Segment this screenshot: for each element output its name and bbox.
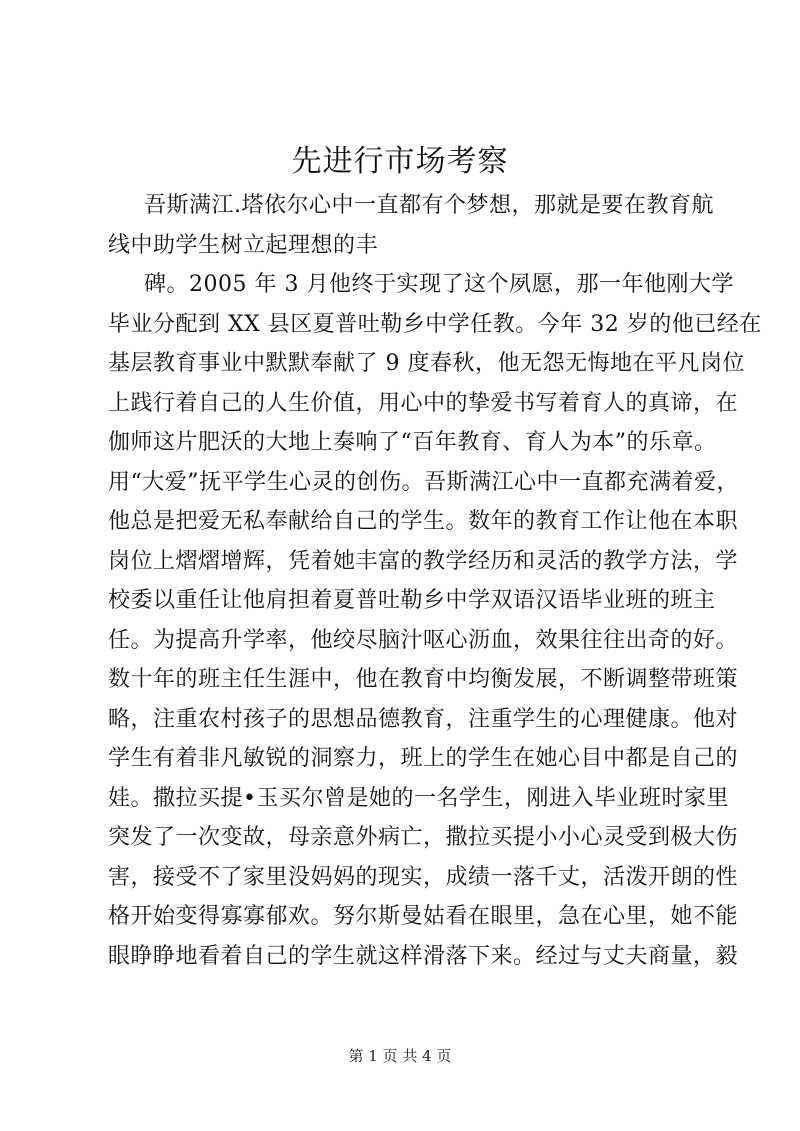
text-line: 任。为提高升学率，他绞尽脑汁呕心沥血，效果往往出奇的好。 bbox=[108, 627, 739, 653]
text-line: 上践行着自己的人生价值，用心中的挚爱书写着育人的真谛，在 bbox=[108, 390, 739, 416]
text-line: 岗位上熠熠增辉，凭着她丰富的教学经历和灵活的教学方法，学 bbox=[108, 548, 739, 574]
text-line: 害，接受不了家里没妈妈的现实，成绩一落千丈，活泼开朗的性 bbox=[108, 864, 739, 890]
page-footer: 第 1 页 共 4 页 bbox=[348, 1047, 452, 1065]
text-line: 线中助学生树立起理想的丰 bbox=[108, 232, 379, 258]
text-line: 突发了一次变故，母亲意外病亡，撒拉买提小小心灵受到极大伤 bbox=[108, 825, 739, 850]
document-title: 先进行市场考察 bbox=[291, 144, 509, 179]
text-line: 伽师这片肥沃的大地上奏响了“百年教育、育人为本”的乐章。 bbox=[108, 430, 717, 455]
text-line: 用“大爱”抚平学生心灵的创伤。吾斯满江心中一直都充满着爱， bbox=[108, 469, 739, 495]
text-line: 学生有着非凡敏锐的洞察力，班上的学生在她心目中都是自己的 bbox=[108, 746, 739, 771]
text-line: 数十年的班主任生涯中，他在教育中均衡发展，不断调整带班策 bbox=[108, 667, 739, 692]
text-line: 格开始变得寡寡郁欢。努尔斯曼姑看在眼里，急在心里，她不能 bbox=[108, 904, 739, 929]
text-line: 毕业分配到 XX 县区夏普吐勒乡中学任教。今年 32 岁的他已经在 bbox=[108, 311, 762, 337]
text-line: 校委以重任让他肩担着夏普吐勒乡中学双语汉语毕业班的班主 bbox=[108, 588, 716, 613]
text-line: 基层教育事业中默默奉献了 9 度春秋，他无怨无悔地在平凡岗位 bbox=[108, 351, 745, 376]
document-body bbox=[108, 186, 762, 976]
text-line: 他总是把爱无私奉献给自己的学生。数年的教育工作让他在本职 bbox=[108, 509, 739, 534]
text-line: 吾斯满江.塔依尔心中一直都有个梦想，那就是要在教育航 bbox=[144, 193, 714, 218]
text-line: 碑。2005 年 3 月他终于实现了这个夙愿，那一年他刚大学 bbox=[144, 272, 734, 297]
text-line: 略，注重农村孩子的思想品德教育，注重学生的心理健康。他对 bbox=[108, 706, 739, 732]
text-line: 娃。撒拉买提•玉买尔曾是她的一名学生，刚进入毕业班时家里 bbox=[108, 785, 729, 811]
text-line: 眼睁睁地看着自己的学生就这样滑落下来。经过与丈夫商量，毅 bbox=[108, 943, 739, 969]
